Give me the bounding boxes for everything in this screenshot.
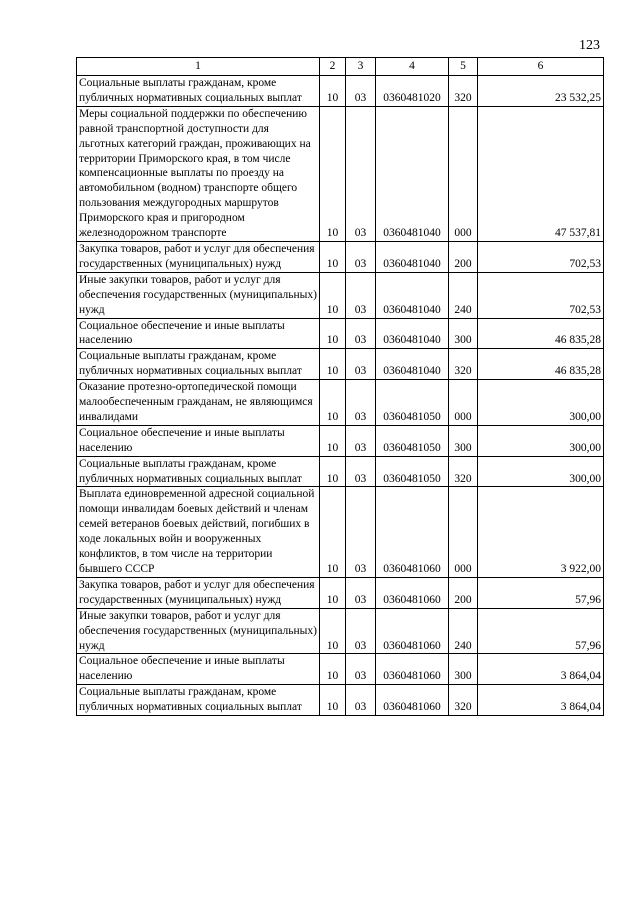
table-row — [77, 577, 604, 608]
row-subsection: 03 — [346, 272, 376, 318]
row-section: 10 — [320, 318, 346, 349]
row-subsection: 03 — [346, 577, 376, 608]
table-row — [77, 654, 604, 685]
row-subsection: 03 — [346, 456, 376, 487]
row-amount: 57,96 — [478, 608, 604, 654]
row-name: Оказание протезно-ортопедической помощи малообеспеченным гражданам, не являющимся инвалидами — [77, 380, 320, 426]
row-subsection: 03 — [346, 106, 376, 241]
row-section: 10 — [320, 654, 346, 685]
row-section: 10 — [320, 456, 346, 487]
row-amount: 3 864,04 — [478, 685, 604, 716]
row-subsection: 03 — [346, 654, 376, 685]
row-amount: 300,00 — [478, 456, 604, 487]
table-row — [77, 380, 604, 426]
row-section: 10 — [320, 685, 346, 716]
row-amount: 46 835,28 — [478, 318, 604, 349]
row-amount: 702,53 — [478, 272, 604, 318]
header-col-4: 4 — [376, 58, 449, 76]
row-target-code: 0360481040 — [376, 241, 449, 272]
budget-table — [76, 57, 604, 716]
table-row — [77, 272, 604, 318]
row-expense-type: 000 — [449, 106, 478, 241]
row-section: 10 — [320, 487, 346, 577]
row-target-code: 0360481050 — [376, 380, 449, 426]
table-row — [77, 487, 604, 577]
table-row — [77, 241, 604, 272]
row-subsection: 03 — [346, 241, 376, 272]
row-subsection: 03 — [346, 76, 376, 107]
row-name: Закупка товаров, работ и услуг для обеспечения государственных (муниципальных) нужд — [77, 241, 320, 272]
table-row — [77, 456, 604, 487]
row-expense-type: 200 — [449, 577, 478, 608]
row-name: Социальные выплаты гражданам, кроме публичных нормативных социальных выплат — [77, 349, 320, 380]
row-amount: 47 537,81 — [478, 106, 604, 241]
row-target-code: 0360481020 — [376, 76, 449, 107]
table-row — [77, 425, 604, 456]
row-target-code: 0360481060 — [376, 487, 449, 577]
row-expense-type: 320 — [449, 456, 478, 487]
row-expense-type: 240 — [449, 272, 478, 318]
table-row — [77, 76, 604, 107]
row-section: 10 — [320, 608, 346, 654]
header-col-3: 3 — [346, 58, 376, 76]
row-name: Социальные выплаты гражданам, кроме публичных нормативных социальных выплат — [77, 76, 320, 107]
row-name: Социальные выплаты гражданам, кроме публичных нормативных социальных выплат — [77, 685, 320, 716]
row-expense-type: 300 — [449, 318, 478, 349]
table-header — [77, 58, 604, 76]
row-section: 10 — [320, 76, 346, 107]
table-row — [77, 318, 604, 349]
row-amount: 46 835,28 — [478, 349, 604, 380]
row-expense-type: 240 — [449, 608, 478, 654]
row-amount: 23 532,25 — [478, 76, 604, 107]
header-row — [77, 58, 604, 76]
row-section: 10 — [320, 241, 346, 272]
table-row — [77, 685, 604, 716]
row-expense-type: 300 — [449, 654, 478, 685]
row-name: Иные закупки товаров, работ и услуг для обеспечения государственных (муниципальных) нужд — [77, 608, 320, 654]
row-name: Социальное обеспечение и иные выплаты населению — [77, 425, 320, 456]
row-target-code: 0360481060 — [376, 654, 449, 685]
row-target-code: 0360481040 — [376, 106, 449, 241]
row-target-code: 0360481050 — [376, 456, 449, 487]
row-subsection: 03 — [346, 685, 376, 716]
row-amount: 300,00 — [478, 380, 604, 426]
table-row — [77, 106, 604, 241]
header-col-5: 5 — [449, 58, 478, 76]
row-expense-type: 320 — [449, 349, 478, 380]
row-amount: 3 864,04 — [478, 654, 604, 685]
row-target-code: 0360481040 — [376, 318, 449, 349]
row-subsection: 03 — [346, 425, 376, 456]
row-name: Иные закупки товаров, работ и услуг для обеспечения государственных (муниципальных) нужд — [77, 272, 320, 318]
row-target-code: 0360481050 — [376, 425, 449, 456]
row-section: 10 — [320, 106, 346, 241]
table-row — [77, 349, 604, 380]
row-amount: 57,96 — [478, 577, 604, 608]
row-expense-type: 320 — [449, 76, 478, 107]
page-number: 123 — [579, 38, 600, 53]
row-target-code: 0360481060 — [376, 577, 449, 608]
header-col-2: 2 — [320, 58, 346, 76]
row-section: 10 — [320, 577, 346, 608]
header-col-6: 6 — [478, 58, 604, 76]
row-expense-type: 000 — [449, 487, 478, 577]
row-section: 10 — [320, 349, 346, 380]
row-target-code: 0360481060 — [376, 685, 449, 716]
row-target-code: 0360481040 — [376, 272, 449, 318]
row-name: Социальные выплаты гражданам, кроме публичных нормативных социальных выплат — [77, 456, 320, 487]
row-expense-type: 300 — [449, 425, 478, 456]
row-section: 10 — [320, 380, 346, 426]
row-name: Закупка товаров, работ и услуг для обеспечения государственных (муниципальных) нужд — [77, 577, 320, 608]
row-amount: 702,53 — [478, 241, 604, 272]
table-row — [77, 608, 604, 654]
row-subsection: 03 — [346, 608, 376, 654]
row-name: Социальное обеспечение и иные выплаты населению — [77, 318, 320, 349]
row-subsection: 03 — [346, 349, 376, 380]
row-amount: 300,00 — [478, 425, 604, 456]
table-body — [77, 76, 604, 716]
row-expense-type: 000 — [449, 380, 478, 426]
row-name: Выплата единовременной адресной социальной помощи инвалидам боевых действий и членам семей ветеранов боевых действий, погибших в ходе локальных войн и вооруженных конфликтов, в том числе на территории бывшего СССР — [77, 487, 320, 577]
row-subsection: 03 — [346, 318, 376, 349]
row-target-code: 0360481060 — [376, 608, 449, 654]
row-name: Социальное обеспечение и иные выплаты населению — [77, 654, 320, 685]
row-expense-type: 200 — [449, 241, 478, 272]
header-col-1: 1 — [77, 58, 320, 76]
row-section: 10 — [320, 272, 346, 318]
row-subsection: 03 — [346, 487, 376, 577]
row-section: 10 — [320, 425, 346, 456]
row-name: Меры социальной поддержки по обеспечению равной транспортной доступности для льготных категорий граждан, проживающих на территории Приморского края, в том числе компенсационные выплаты по проезду на автомобильном (водном) транспорте общего пользования междугородных маршрутов Приморского края и пригородном железнодорожном транспорте — [77, 106, 320, 241]
row-expense-type: 320 — [449, 685, 478, 716]
row-target-code: 0360481040 — [376, 349, 449, 380]
row-subsection: 03 — [346, 380, 376, 426]
row-amount: 3 922,00 — [478, 487, 604, 577]
